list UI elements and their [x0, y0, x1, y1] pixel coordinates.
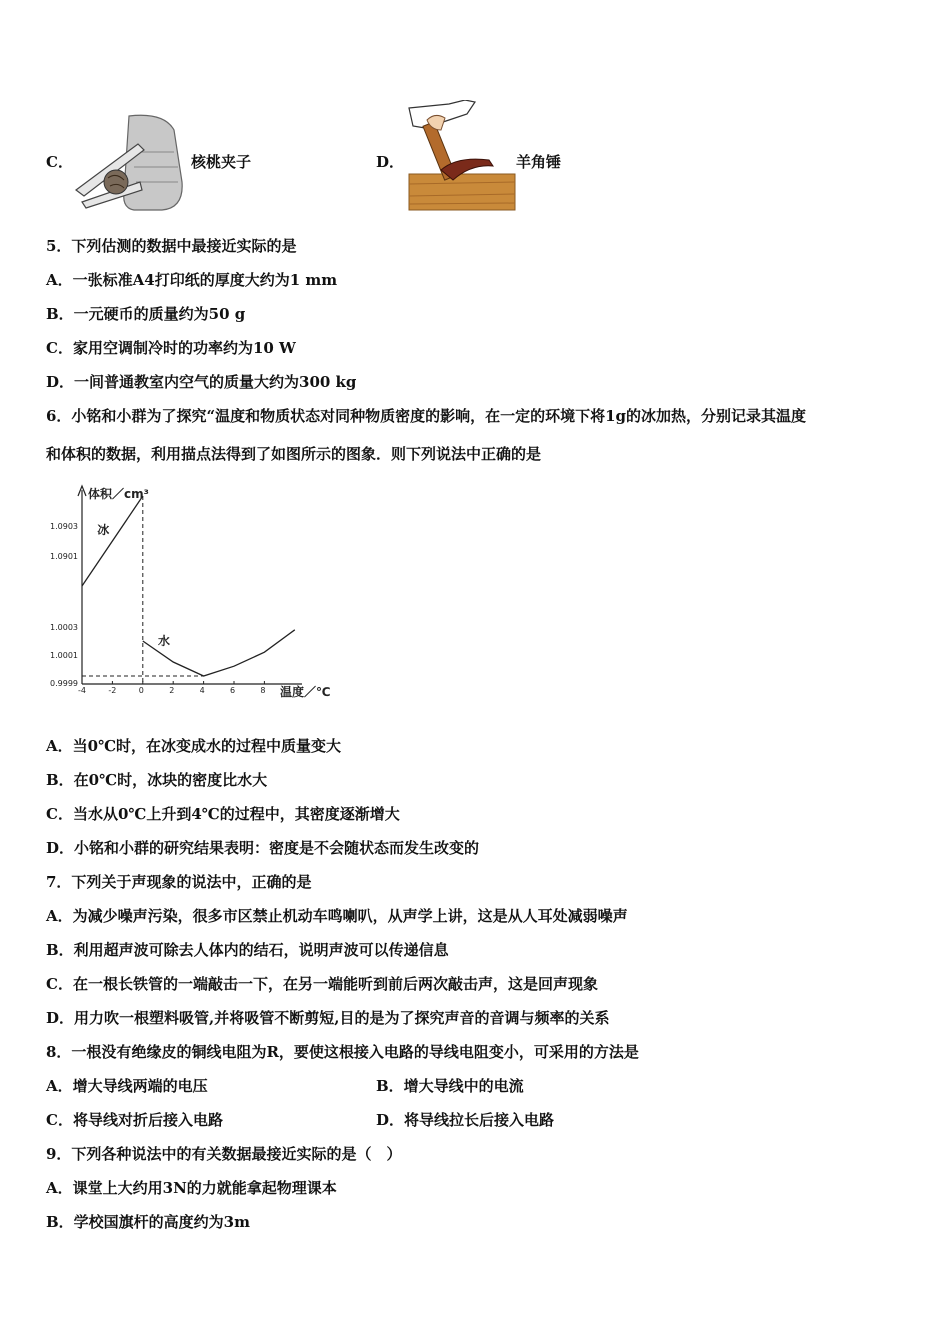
q6-option-b: B．在0℃时，冰块的密度比水大 [46, 771, 268, 789]
q6-stem-line1: 6．小铭和小群为了探究“温度和物质状态对同种物质密度的影响，在一定的环境下将1g的冰加热，分别记录其温度 [46, 407, 806, 425]
x-tick-label: 8 [260, 686, 266, 695]
water-series-label: 水 [158, 634, 171, 648]
y-tick-label: 1.0901 [50, 552, 78, 561]
q8-stem: 8．一根没有绝缘皮的铜线电阻为R，要使这根接入电路的导线电阻变小，可采用的方法是 [46, 1043, 639, 1061]
q8-option-a: A．增大导线两端的电压 [46, 1077, 208, 1095]
option-d-label: 羊角锤 [516, 153, 562, 171]
ice-series-label: 冰 [97, 523, 110, 537]
q7-option-c: C．在一根长铁管的一端敲击一下，在另一端能听到前后两次敲击声，这是回声现象 [46, 975, 598, 993]
y-tick-label: 1.0903 [50, 522, 78, 531]
x-tick-label: 4 [199, 686, 205, 695]
q7-option-b: B．利用超声波可除去人体内的结石，说明声波可以传递信息 [46, 941, 449, 959]
x-tick-label: 6 [230, 686, 236, 695]
q8-option-b: B．增大导线中的电流 [376, 1077, 524, 1095]
option-c-letter: C． [46, 153, 73, 171]
option-d-letter: D． [376, 153, 405, 171]
q6-stem-line2: 和体积的数据，利用描点法得到了如图所示的图象．则下列说法中正确的是 [46, 445, 542, 463]
q6-option-a: A．当0℃时，在冰变成水的过程中质量变大 [46, 737, 342, 755]
x-tick-label: 0 [138, 686, 144, 695]
q9-option-a: A．课堂上大约用3N的力就能拿起物理课本 [46, 1179, 337, 1197]
q7-stem: 7．下列关于声现象的说法中，正确的是 [46, 873, 312, 891]
q7-option-a: A．为减少噪声污染，很多市区禁止机动车鸣喇叭，从声学上讲，这是从人耳处减弱噪声 [46, 907, 628, 925]
y-axis-label: 体积／cm³ [88, 487, 149, 501]
x-tick-label: -2 [108, 686, 117, 695]
volume-temperature-chart [44, 484, 344, 702]
q5-stem: 5．下列估测的数据中最接近实际的是 [46, 237, 297, 255]
q5-option-c: C．家用空调制冷时的功率约为10 W [46, 339, 296, 357]
ice-series-line [82, 496, 143, 586]
y-tick-label: 1.0003 [50, 623, 78, 632]
q9-stem: 9．下列各种说法中的有关数据最接近实际的是（ ） [46, 1145, 402, 1163]
x-tick-label: -4 [78, 686, 86, 695]
q6-option-c: C．当水从0℃上升到4℃的过程中，其密度逐渐增大 [46, 805, 400, 823]
q5-option-b: B．一元硬币的质量约为50 g [46, 305, 246, 323]
y-tick-label: 1.0001 [50, 651, 78, 660]
q5-option-d: D．一间普通教室内空气的质量大约为300 kg [46, 373, 357, 391]
nutcracker-image [74, 112, 194, 214]
option-c-label: 核桃夹子 [191, 153, 252, 171]
q7-option-d: D．用力吹一根塑料吸管,并将吸管不断剪短,目的是为了探究声音的音调与频率的关系 [46, 1009, 610, 1027]
x-tick-label: 2 [169, 686, 175, 695]
q8-option-d: D．将导线拉长后接入电路 [376, 1111, 555, 1129]
q8-option-c: C．将导线对折后接入电路 [46, 1111, 223, 1129]
x-axis-label: 温度／℃ [280, 685, 331, 699]
y-tick-label: 0.9999 [50, 679, 78, 688]
q5-option-a: A．一张标准A4打印纸的厚度大约为1 mm [46, 271, 338, 289]
q9-option-b: B．学校国旗杆的高度约为3m [46, 1213, 250, 1231]
claw-hammer-image [405, 100, 517, 214]
q6-option-d: D．小铭和小群的研究结果表明：密度是不会随状态而发生改变的 [46, 839, 480, 857]
